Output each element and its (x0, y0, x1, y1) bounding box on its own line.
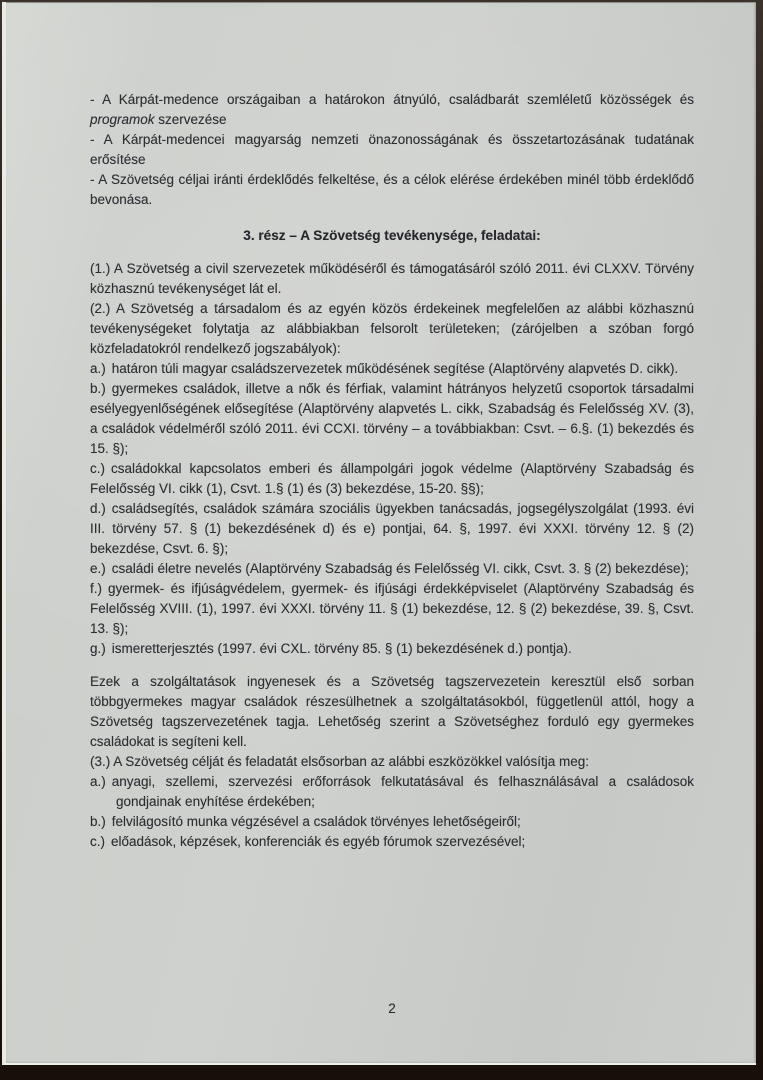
tool-text-b: felvilágosító munka végzésével a családok törvényes lehetőségeiről; (111, 814, 521, 829)
activity-item-e (90, 559, 694, 579)
tools-list (90, 772, 694, 852)
tool-item-a (90, 772, 694, 812)
tool-text-a: anyagi, szellemi, szervezési erőforrások felkutatásával és felhasználásával a családosok gondjainak enyhítése érdekében; (111, 774, 694, 809)
activity-label-d: d.) (90, 501, 106, 516)
activity-text-b: gyermekes családok, illetve a nők és férfiak, valamint hátrányos helyzetű csoportok társadalmi esélyegyenlőségének elősegítése (Alaptörvény alapvetés L. cikk, Szabadság és Felelősség XV. (3), a családok védelméről szóló 2011. évi CCXI. törvény – a továbbiakban: Csvt. – 6.§. (1) bekezdés és 15. §); (90, 381, 694, 456)
tool-text-c: előadások, képzések, konferenciák és egyéb fórumok szervezésével; (111, 834, 526, 849)
paragraph-2: (2.) A Szövetség a társadalom és az egyén közös érdekeinek megfelelően az alábbi közhasznú tevékenységeket folytatja az alábbiakban felsorolt területeken; (zárójelben a szóban forgó közfeladatokról rendelkező jogszabályok): (90, 301, 694, 356)
page-content (90, 90, 694, 852)
section-heading: 3. rész – A Szövetség tevékenysége, feladatai: (243, 228, 541, 243)
intro-bullets (90, 90, 694, 210)
intro-bullet-1-post: szervezése (154, 112, 227, 127)
intro-bullet-1 (90, 90, 694, 130)
activity-label-a: a.) (90, 361, 106, 376)
page-number: 2 (388, 1001, 396, 1016)
tool-item-c (90, 832, 694, 852)
activity-label-g: g.) (90, 641, 106, 656)
tool-label-c: c.) (90, 834, 105, 849)
paragraph-1: (1.) A Szövetség a civil szervezetek működéséről és támogatásáról szóló 2011. évi CLXXV. Törvény közhasznú tevékenységet lát el. (90, 261, 694, 296)
intro-bullet-3: - A Szövetség céljai iránti érdeklődés felkeltése, és a célok elérése érdekében minél több érdeklődő bevonása. (90, 172, 694, 207)
activity-text-g: ismeretterjesztés (1997. évi CXL. törvény 85. § (1) bekezdésének d.) pontja). (111, 641, 572, 656)
activity-label-e: e.) (90, 561, 106, 576)
intro-bullet-1-italic: programok (90, 112, 155, 127)
activity-item-d (90, 499, 694, 559)
paragraph-3: (3.) A Szövetség célját és feladatát elsősorban az alábbi eszközökkel valósítja meg: (90, 754, 590, 769)
tool-label-b: b.) (90, 814, 106, 829)
activity-text-a: határon túli magyar családszervezetek működésének segítése (Alaptörvény alapvetés D. cikk). (111, 361, 679, 376)
activities-list (90, 359, 694, 659)
activity-item-b (90, 379, 694, 459)
intro-bullet-2: - A Kárpát-medencei magyarság nemzeti önazonosságának és összetartozásának tudatának erősítése (90, 132, 694, 167)
intro-bullet-1-pre: - A Kárpát-medence országaiban a határokon átnyúló, családbarát szemléletű közösségek és (90, 92, 694, 107)
tool-item-b (90, 812, 694, 832)
activity-text-e: családi életre nevelés (Alaptörvény Szabadság és Felelősség VI. cikk, Csvt. 3. § (2) bekezdése); (111, 561, 689, 576)
activity-item-f (90, 579, 694, 639)
activity-item-a (90, 359, 694, 379)
activity-text-d: családsegítés, családok számára szociális ügyekben tanácsadás, jogsegélyszolgálat (1993. évi III. törvény 57. § (1) bekezdésének d) és e) pontjai, 64. §, 1997. évi XXXI. törvény 12. § (2) bekezdése, Csvt. 6. §); (90, 501, 694, 556)
tool-label-a: a.) (90, 774, 106, 789)
activity-text-c: családokkal kapcsolatos emberi és állampolgári jogok védelme (Alaptörvény Szabadság és Felelősség VI. cikk (1), Csvt. 1.§ (1) és (3) bekezdése, 15-20. §§); (90, 461, 694, 496)
activity-label-c: c.) (90, 461, 105, 476)
activity-item-c (90, 459, 694, 499)
services-paragraph: Ezek a szolgáltatások ingyenesek és a Szövetség tagszervezetein keresztül első sorban többgyermekes magyar családok részesülhetnek a szolgáltatásokból, függetlenül attól, hogy a Szövetség tagszervezetének tagja. Lehetőség szerint a Szövetséghez forduló egy gyermekes családokat is segíteni kell. (90, 674, 694, 749)
activity-text-f: gyermek- és ifjúságvédelem, gyermek- és ifjúsági érdekképviselet (Alaptörvény Szabadság és Felelősség XVIII. (1), 1997. évi XXXI. törvény 11. § (1) bekezdése, 12. § (2) bekezdése, 39. §, Csvt. 13. §); (90, 581, 694, 636)
activity-label-b: b.) (90, 381, 106, 396)
activity-item-g (90, 639, 694, 659)
document-page (2, 2, 756, 1065)
activity-label-f: f.) (90, 581, 102, 596)
